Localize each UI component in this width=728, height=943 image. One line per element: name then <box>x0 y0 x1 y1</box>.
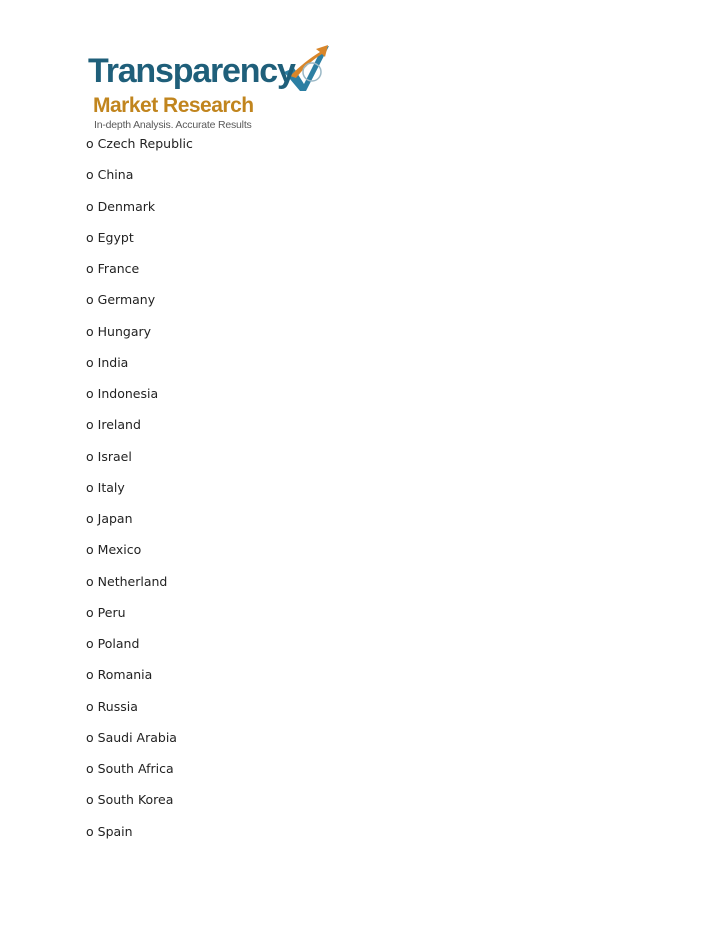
bullet: o <box>86 136 94 151</box>
list-item <box>86 730 193 761</box>
list-item <box>86 230 193 261</box>
list-item <box>86 199 193 230</box>
list-item <box>86 324 193 355</box>
list-item <box>86 511 193 542</box>
country-name: Czech Republic <box>97 136 193 151</box>
country-name: China <box>97 167 134 183</box>
country-name: South Africa <box>97 761 174 776</box>
country-name: Egypt <box>97 229 134 245</box>
bullet: o <box>86 792 94 808</box>
bullet: o <box>86 261 94 276</box>
country-name: Denmark <box>97 198 156 214</box>
bullet: o <box>86 698 94 714</box>
bullet: o <box>86 323 94 339</box>
country-name: Russia <box>97 698 138 714</box>
logo-tagline: In-depth Analysis. Accurate Results <box>94 119 252 131</box>
list-item <box>86 292 193 323</box>
country-name: Poland <box>97 636 140 651</box>
list-item <box>86 449 193 480</box>
list-item <box>86 792 193 823</box>
bullet: o <box>86 511 94 526</box>
bullet: o <box>86 573 94 589</box>
list-item <box>86 605 193 636</box>
logo-subtitle: Market Research <box>93 94 254 117</box>
list-item <box>86 480 193 511</box>
bullet: o <box>86 542 94 558</box>
country-name: Peru <box>97 604 126 620</box>
bullet: o <box>86 636 94 651</box>
bullet: o <box>86 761 94 776</box>
list-item <box>86 667 193 698</box>
bullet: o <box>86 667 94 683</box>
logo-wordmark: Transparency <box>88 52 295 90</box>
list-item <box>86 574 193 605</box>
bullet: o <box>86 479 94 495</box>
country-name: Netherland <box>97 573 168 589</box>
list-item <box>86 761 193 792</box>
list-item <box>86 386 193 417</box>
company-logo <box>86 42 336 134</box>
country-name: France <box>97 261 140 276</box>
country-name: Ireland <box>97 417 141 433</box>
bullet: o <box>86 729 94 745</box>
bullet: o <box>86 198 94 214</box>
list-item <box>86 355 193 386</box>
list-item <box>86 261 193 292</box>
bullet: o <box>86 823 94 839</box>
country-name: Israel <box>97 448 132 464</box>
country-name: India <box>97 354 129 370</box>
bullet: o <box>86 448 94 464</box>
country-name: Japan <box>97 511 133 526</box>
country-name: South Korea <box>97 792 174 808</box>
country-name: Indonesia <box>97 386 159 401</box>
list-item <box>86 167 193 198</box>
country-name: Mexico <box>97 542 142 558</box>
country-list <box>86 136 193 855</box>
country-name: Saudi Arabia <box>97 729 177 745</box>
list-item <box>86 542 193 573</box>
bullet: o <box>86 292 94 308</box>
list-item <box>86 699 193 730</box>
country-name: Spain <box>97 823 133 839</box>
country-name: Romania <box>97 667 153 683</box>
bullet: o <box>86 386 94 401</box>
list-item <box>86 824 193 855</box>
bullet: o <box>86 604 94 620</box>
bullet: o <box>86 229 94 245</box>
country-name: Germany <box>97 292 156 308</box>
bullet: o <box>86 354 94 370</box>
list-item <box>86 417 193 448</box>
country-name: Hungary <box>97 323 152 339</box>
list-item <box>86 136 193 167</box>
list-item <box>86 636 193 667</box>
country-name: Italy <box>97 479 125 495</box>
bullet: o <box>86 417 94 433</box>
bullet: o <box>86 167 94 183</box>
